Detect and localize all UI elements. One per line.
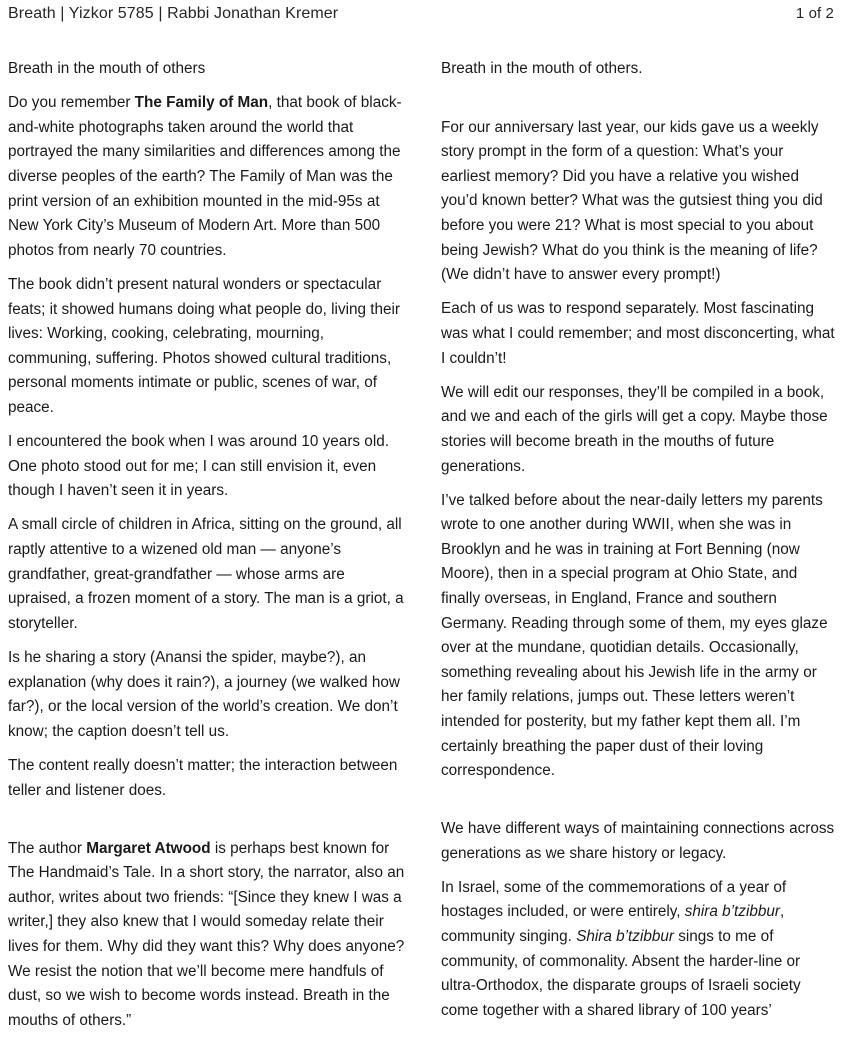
paragraph: Is he sharing a story (Anansi the spider, maybe?), an explanation (why does it rain?), a journey (we walked how far?), or the local version of the world’s creation. We don’t know; the caption doesn’t tell us. <box>8 649 400 740</box>
paragraph: The book didn’t present natural wonders or spectacular feats; it showed humans doing what people do, living their lives: Working, cooking, celebrating, mourning, communing, suffering. Photos showed cultural traditions, personal moments intimate or public, scenes of war, of peace. <box>8 275 401 416</box>
paragraph: For our anniversary last year, our kids gave us a weekly story prompt in the form of a question: What’s your earliest memory? Did you have a relative you wished you’d known better? What was the gutsiest thing you did before you were 21? What is most special to you about being Jewish? What do you think is the meaning of life? (We didn’t have to answer every prompt!) <box>441 118 823 284</box>
paragraph: I encountered the book when I was around 10 years old. One photo stood out for me; I can still envision it, even though I haven’t seen it in years. <box>8 433 389 500</box>
book-title: The Family of Man <box>134 94 269 112</box>
paragraph: We have different ways of maintaining connections across generations as we share history or legacy. <box>441 820 835 862</box>
page-number: 1 of 2 <box>795 5 834 22</box>
right-column <box>441 57 836 1033</box>
paragraph: Do you remember The Family of Man, that book of black-and-white photographs taken around the world that portrayed the many similarities and differences among the diverse peoples of the earth? The Family of Man was the print version of an exhibition mounted in the mid-95s at New York City’s Museum of Modern Art. More than 500 photos from nearly 70 countries. <box>8 94 402 259</box>
paragraph: The author Margaret Atwood is perhaps best known for The Handmaid’s Tale. In a short story, the narrator, also an author, writes about two friends: “[Since they knew I was a writer,] they also knew that I would someday relate their lives for them. Why did they want this? Why does anyone? We resist the notion that we’ll become mere handfuls of dust, so we wish to become words instead. Breath in the mouths of others.” <box>8 839 405 1029</box>
hebrew-term: shira b’tzibbur <box>684 903 780 921</box>
author-name: Margaret Atwood <box>86 839 211 857</box>
paragraph: In Israel, some of the commemorations of a year of hostages included, or were entirely, shira b’tzibbur, community singing. Shira b’tzibbur sings to me of community, of commonality. Absent the harder-line or ultra-Orthodox, the disparate groups of Israeli society come together with a shared library of 100 years’ <box>441 878 801 1019</box>
section-heading: Breath in the mouth of others. <box>441 60 643 77</box>
paragraph: The content really doesn’t matter; the interaction between teller and listener does. <box>8 757 398 799</box>
paragraph: We will edit our responses, they’ll be compiled in a book, and we and each of the girls will get a copy. Maybe those stories will become breath in the mouths of future generations. <box>441 383 828 475</box>
paragraph: Each of us was to respond separately. Most fascinating was what I could remember; and most disconcerting, what I couldn’t! <box>441 300 835 367</box>
section-heading: Breath in the mouth of others <box>8 60 206 77</box>
left-column <box>8 57 406 1043</box>
paragraph: A small circle of children in Africa, sitting on the ground, all raptly attentive to a wizened old man — anyone’s grandfather, great-grandfather — whose arms are upraised, a frozen moment of a story. The man is a griot, a storyteller. <box>8 516 404 632</box>
header-title: Breath | Yizkor 5785 | Rabbi Jonathan Kremer <box>8 5 339 22</box>
page-header <box>8 5 834 23</box>
hebrew-term: Shira b’tzibbur <box>576 928 674 946</box>
paragraph: I’ve talked before about the near-daily letters my parents wrote to one another during WWII, when she was in Brooklyn and he was in training at Fort Benning (now Moore), then in a special program at Ohio State, and finally overseas, in England, France and southern Germany. Reading through some of them, my eyes glaze over at the mundane, quotidian details. Occasionally, something revealing about his Jewish life in the army or her family relations, jumps out. These letters weren’t intended for posterity, but my father kept them all. I’m certainly breathing the paper dust of their loving correspondence. <box>441 491 828 780</box>
